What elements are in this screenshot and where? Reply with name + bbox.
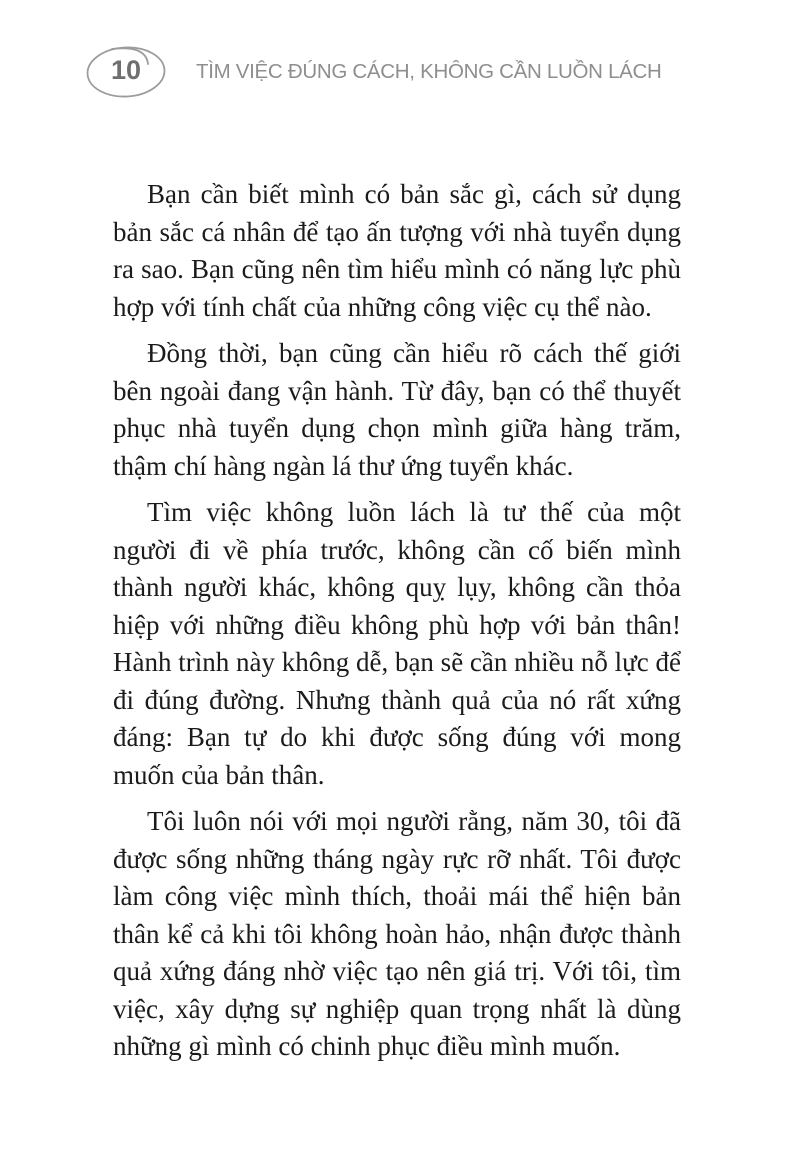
paragraph: Đồng thời, bạn cũng cần hiểu rõ cách thế giới bên ngoài đang vận hành. Từ đây, bạn có thể thuyết phục nhà tuyển dụng chọn mình giữa hàng trăm, thậm chí hàng ngàn lá thư ứng tuyển khác. <box>113 338 681 481</box>
page-number-badge <box>84 42 168 100</box>
running-header <box>84 40 709 102</box>
page-number: 10 <box>110 54 142 85</box>
paragraph: Bạn cần biết mình có bản sắc gì, cách sử dụng bản sắc cá nhân để tạo ấn tượng với nhà tuyển dụng ra sao. Bạn cũng nên tìm hiểu mình có năng lực phù hợp với tính chất của những công việc cụ thể nào. <box>113 179 681 322</box>
paragraph: Tìm việc không luồn lách là tư thế của một người đi về phía trước, không cần cố biến mình thành người khác, không quỵ lụy, không cần thỏa hiệp với những điều không phù hợp với bản thân! Hành trình này không dễ, bạn sẽ cần nhiều nỗ lực để đi đúng đường. Nhưng thành quả của nó rất xứng đáng: Bạn tự do khi được sống đúng với mong muốn của bản thân. <box>113 497 681 790</box>
running-title: TÌM VIỆC ĐÚNG CÁCH, KHÔNG CẦN LUỒN LÁCH <box>196 60 662 83</box>
paragraph: Tôi luôn nói với mọi người rằng, năm 30, tôi đã được sống những tháng ngày rực rỡ nhất. Tôi được làm công việc mình thích, thoải mái thể hiện bản thân kể cả khi tôi không hoàn hảo, nhận được thành quả xứng đáng nhờ việc tạo nên giá trị. Với tôi, tìm việc, xây dựng sự nghiệp quan trọng nhất là dùng những gì mình có chinh phục điều mình muốn. <box>113 806 681 1061</box>
body-text <box>113 176 681 1075</box>
